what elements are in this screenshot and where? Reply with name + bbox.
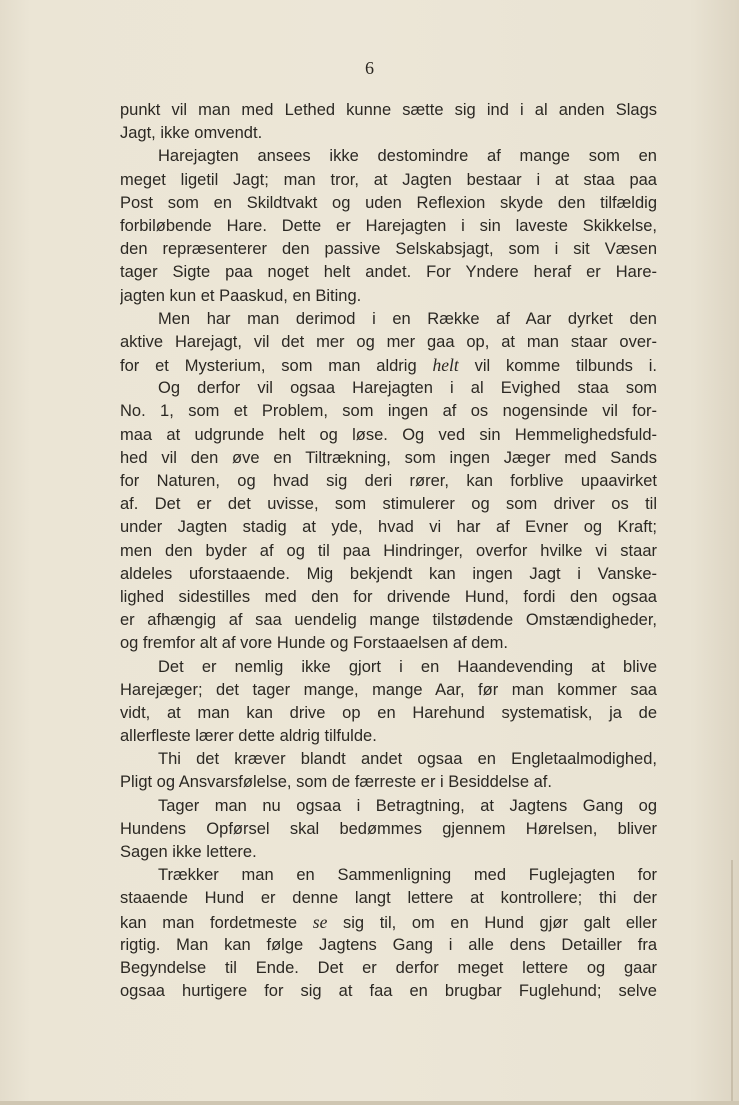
text-line: af. Det er det uvisse, som stimulerer og som driver os til bbox=[120, 495, 657, 514]
text-line: Og derfor vil ogsaa Harejagten i al Evighed staa som bbox=[158, 379, 657, 398]
text-line: tager Sigte paa noget helt andet. For Yndere heraf er Hare- bbox=[120, 263, 657, 282]
text-line: Men har man derimod i en Række af Aar dyrket den bbox=[158, 309, 657, 328]
text-segment: kan man fordetmeste bbox=[120, 913, 313, 932]
text-line: men den byder af og til paa Hindringer, overfor hvilke vi staar bbox=[120, 541, 657, 560]
text-line: meget ligetil Jagt; man tror, at Jagten bestaar i at staa paa bbox=[120, 170, 657, 189]
text-segment: sig til, om en Hund gjør galt eller bbox=[327, 913, 657, 932]
text-line: Jagt, ikke omvendt. bbox=[120, 124, 263, 143]
text-line: Harejagten ansees ikke destomindre af mange som en bbox=[158, 147, 657, 166]
page-number: 6 bbox=[365, 58, 374, 78]
text-line: Sagen ikke lettere. bbox=[120, 843, 257, 861]
text-segment: vil komme tilbunds i. bbox=[458, 357, 657, 376]
text-segment: for et Mysterium, som man aldrig bbox=[120, 357, 433, 376]
text-line: punkt vil man med Lethed kunne sætte sig ind i al anden Slags bbox=[120, 101, 657, 119]
text-line: maa at udgrunde helt og løse. Og ved sin Hemmelighedsfuld- bbox=[120, 425, 657, 444]
text-line: allerfleste lærer dette aldrig tilfulde. bbox=[120, 727, 377, 746]
page-bottom-edge bbox=[0, 1101, 739, 1105]
text-line: aldeles uforstaaende. Mig bekjendt kan ingen Jagt i Vanske- bbox=[120, 564, 657, 583]
text-line: Begyndelse til Ende. Det er derfor meget lettere og gaar bbox=[120, 958, 657, 977]
text-line: Hundens Opførsel skal bedømmes gjennem Hørelsen, bliver bbox=[120, 819, 657, 838]
emphasis-word: se bbox=[312, 911, 328, 932]
text-line: jagten kun et Paaskud, en Biting. bbox=[120, 286, 362, 305]
text-line bbox=[120, 911, 657, 934]
text-line: og fremfor alt af vore Hunde og Forstaaelsen af dem. bbox=[120, 634, 508, 653]
text-line: Thi det kræver blandt andet ogsaa en Engletaalmodighed, bbox=[158, 750, 657, 769]
text-line: Post som en Skildtvakt og uden Reflexion skyde den tilfældig bbox=[120, 193, 657, 212]
text-line: vidt, at man kan drive op en Harehund systematisk, ja de bbox=[120, 703, 657, 722]
text-line: Tager man nu ogsaa i Betragtning, at Jagtens Gang og bbox=[158, 796, 657, 815]
page-edge-shadow bbox=[731, 860, 733, 1105]
text-line: den repræsenterer den passive Selskabsjagt, som i sit Væsen bbox=[120, 240, 657, 259]
text-line: Harejæger; det tager mange, mange Aar, før man kommer saa bbox=[120, 680, 657, 699]
text-line: ogsaa hurtigere for sig at faa en brugbar Fuglehund; selve bbox=[120, 982, 657, 1001]
text-line: staaende Hund er denne langt lettere at kontrollere; thi der bbox=[120, 889, 657, 908]
text-line: aktive Harejagt, vil det mer og mer gaa op, at man staar over- bbox=[120, 332, 657, 351]
text-line: er afhængig af saa uendelig mange tilstødende Omstændigheder, bbox=[120, 611, 657, 630]
text-line: Det er nemlig ikke gjort i en Haandevending at blive bbox=[158, 657, 657, 676]
text-line: under Jagten stadig at yde, hvad vi har af Evner og Kraft; bbox=[120, 518, 657, 537]
text-line: No. 1, som et Problem, som ingen af os nogensinde vil for- bbox=[120, 402, 657, 421]
emphasis-word: helt bbox=[432, 355, 459, 376]
text-line: rigtig. Man kan følge Jagtens Gang i alle dens Detailler fra bbox=[120, 935, 657, 954]
text-line: Pligt og Ansvarsfølelse, som de færreste er i Besiddelse af. bbox=[120, 773, 552, 792]
text-line: lighed sidestilles med den for drivende Hund, fordi den ogsaa bbox=[120, 587, 657, 606]
text-line: Trækker man en Sammenligning med Fuglejagten for bbox=[158, 866, 657, 885]
text-line: for Naturen, og hvad sig deri rører, kan forblive upaavirket bbox=[120, 472, 657, 490]
text-line: hed vil den øve en Tiltrækning, som ingen Jæger med Sands bbox=[120, 448, 657, 467]
text-line: forbiløbende Hare. Dette er Harejagten i sin laveste Skikkelse, bbox=[120, 216, 657, 235]
text-line bbox=[120, 354, 657, 377]
body-text bbox=[120, 99, 657, 1003]
